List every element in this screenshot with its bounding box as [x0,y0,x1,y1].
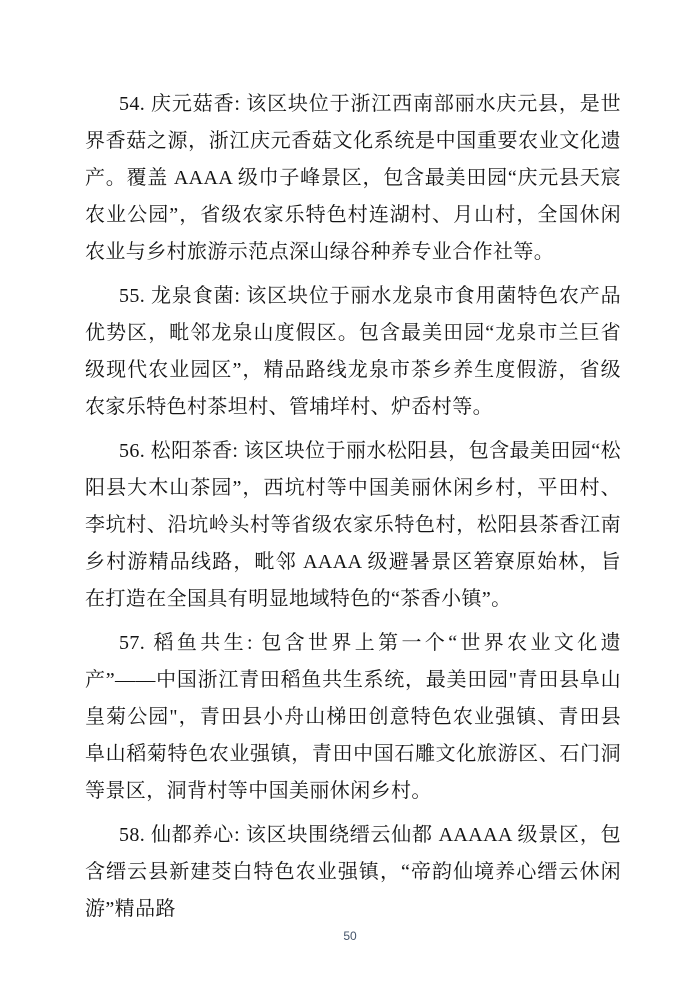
paragraph-58-xiandu-wellness: 58. 仙都养心: 该区块围绕缙云仙都 AAAAA 级景区，包含缙云县新建茭白特色农业强镇，“帝韵仙境养心缙云休闲游”精品路 [85,824,621,920]
paragraph-56-songyang-tea: 56. 松阳茶香: 该区块位于丽水松阳县，包含最美田园“松阳县大木山茶园”，西坑村等中国美丽休闲乡村，平田村、李坑村、沿坑岭头村等省级农家乐特色村，松阳县茶香江南乡村游精品线路，毗邻 AAAA 级避暑景区箬寮原始林，旨在打造在全国具有明显地域特色的“茶香小镇”。 [85,440,621,610]
page-footer [0,929,700,943]
paragraph-55-longquan-edible-fungi: 55. 龙泉食菌: 该区块位于丽水龙泉市食用菌特色农产品优势区，毗邻龙泉山度假区。包含最美田园“龙泉市兰巨省级现代农业园区”，精品路线龙泉市茶乡养生度假游，省级农家乐特色村茶坦村、管埔垟村、炉岙村等。 [85,285,621,418]
paragraph-57-rice-fish-coexistence: 57. 稻鱼共生: 包含世界上第一个“世界农业文化遗产”——中国浙江青田稻鱼共生系统，最美田园"青田县阜山皇菊公园"，青田县小舟山梯田创意特色农业强镇、青田县阜山稻菊特色农业强镇，青田中国石雕文化旅游区、石门洞等景区，洞背村等中国美丽休闲乡村。 [85,632,621,802]
page-number: 50 [343,929,357,943]
paragraph-54-qingyuan-mushroom: 54. 庆元菇香: 该区块位于浙江西南部丽水庆元县，是世界香菇之源，浙江庆元香菇文化系统是中国重要农业文化遗产。覆盖 AAAA 级巾子峰景区，包含最美田园“庆元县天宸农业公园”，省级农家乐特色村连湖村、月山村，全国休闲农业与乡村旅游示范点深山绿谷种养专业合作社等。 [85,93,621,263]
page-body-text [85,86,621,928]
